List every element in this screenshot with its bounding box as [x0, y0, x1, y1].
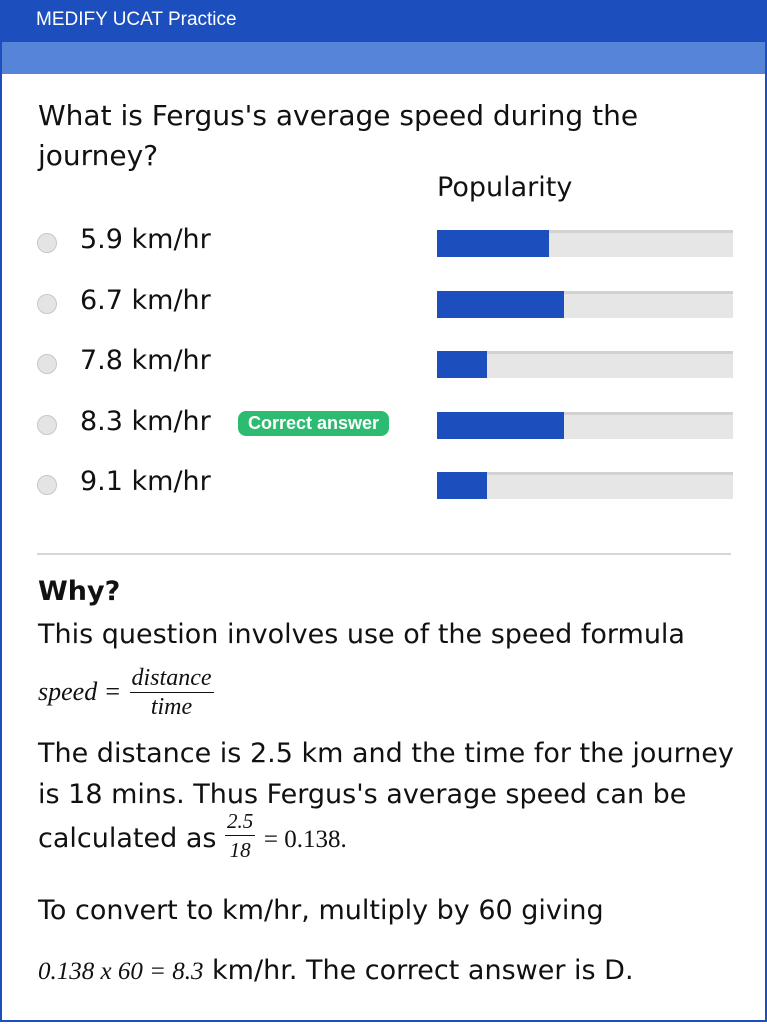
- popularity-bar: [437, 472, 733, 499]
- question-text: What is Fergus's average speed during the journey?: [38, 99, 639, 172]
- calc-denominator: 18: [229, 838, 251, 862]
- popularity-bar: [437, 412, 733, 439]
- option-label: 8.3 km/hr: [80, 405, 211, 437]
- final-text: km/hr. The correct answer is D.: [203, 955, 634, 986]
- calc-numerator: 2.5: [225, 807, 255, 836]
- option-label: 7.8 km/hr: [80, 345, 211, 376]
- option-label: 5.9 km/hr: [80, 224, 211, 255]
- answer-option[interactable]: [0, 222, 767, 262]
- option-label: 6.7 km/hr: [80, 284, 211, 316]
- popularity-bar: [437, 291, 733, 318]
- para1-text: The distance is 2.5 km and the time for the journey is 18 mins. Thus Fergus's average speed can be calculated as: [38, 738, 734, 854]
- formula-numerator: distance: [131, 665, 212, 691]
- explanation-intro: This question involves use of the speed formula: [38, 619, 685, 650]
- app-title: MEDIFY UCAT Practice: [36, 9, 237, 30]
- final-math: 0.138 x 60 = 8.3: [38, 958, 204, 985]
- formula-denominator: time: [150, 694, 193, 720]
- toolbar: [2, 42, 765, 74]
- popularity-bar: [437, 230, 733, 257]
- popularity-fill: [437, 351, 487, 378]
- radio-button[interactable]: [37, 233, 57, 253]
- answer-option[interactable]: [0, 343, 767, 383]
- radio-button[interactable]: [37, 415, 57, 435]
- explanation-para1: [38, 733, 738, 864]
- radio-button[interactable]: [37, 294, 57, 314]
- popularity-bar: [437, 351, 733, 378]
- popularity-fill: [437, 472, 487, 499]
- calc-result: = 0.138.: [263, 826, 347, 853]
- option-label: 9.1 km/hr: [80, 466, 211, 497]
- speed-formula: [38, 664, 738, 721]
- radio-button[interactable]: [37, 475, 57, 495]
- why-heading: Why?: [38, 576, 121, 607]
- popularity-fill: [437, 230, 549, 257]
- popularity-fill: [437, 412, 564, 439]
- correct-answer-badge: Correct answer: [238, 411, 389, 436]
- answer-option[interactable]: [0, 283, 767, 323]
- answer-option[interactable]: [0, 464, 767, 504]
- explanation-para2: To convert to km/hr, multiply by 60 giving: [38, 895, 604, 926]
- answer-option[interactable]: [0, 404, 767, 444]
- explanation-final: [38, 950, 738, 992]
- title-bar: [0, 0, 767, 42]
- popularity-heading: Popularity: [437, 172, 573, 203]
- radio-button[interactable]: [37, 354, 57, 374]
- formula-lhs: speed =: [38, 677, 122, 706]
- divider: [37, 553, 731, 555]
- popularity-fill: [437, 291, 564, 318]
